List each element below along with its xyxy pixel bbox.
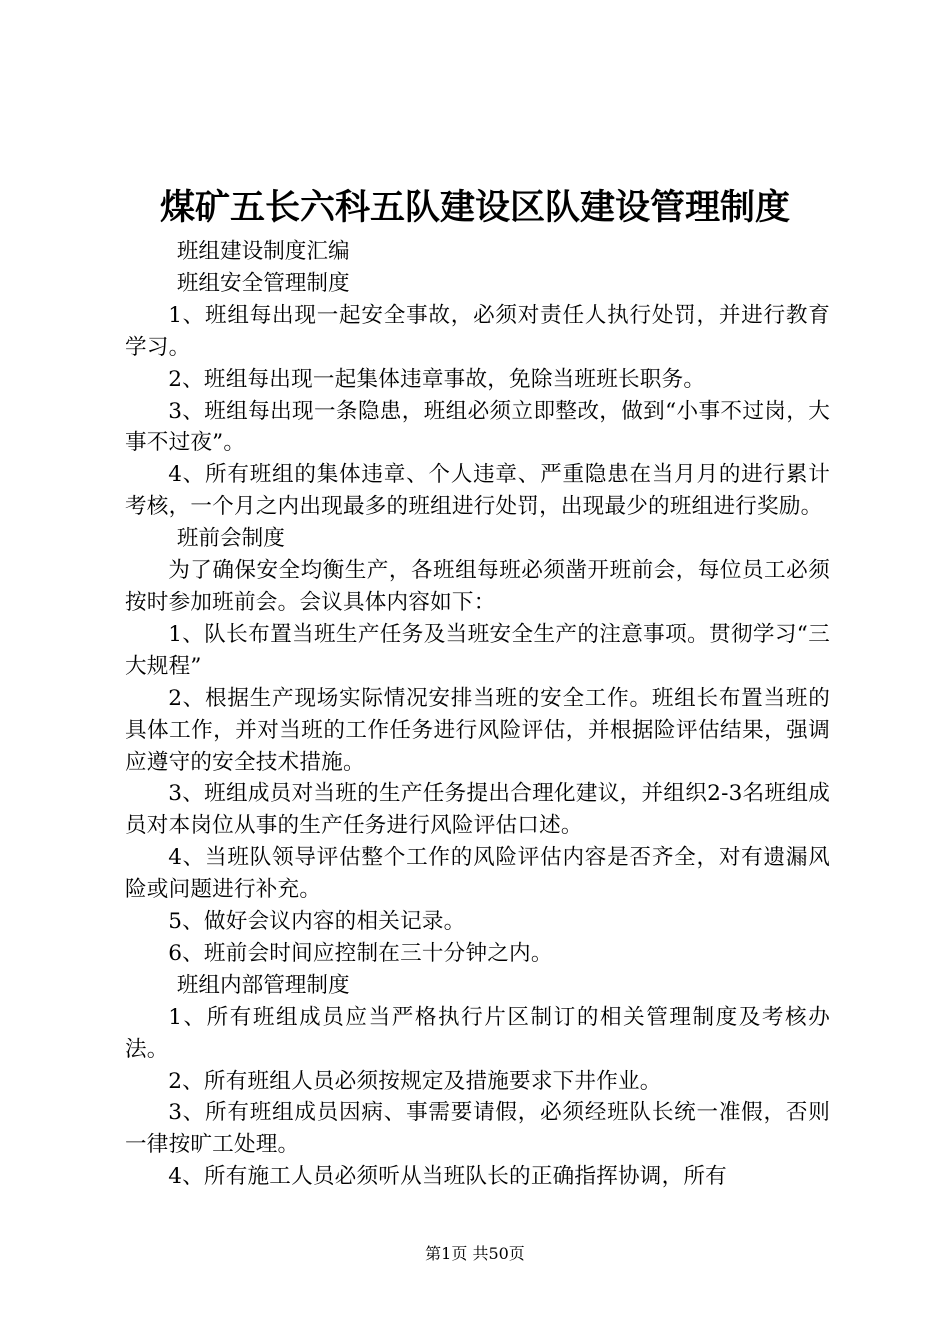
paragraph: 3、班组每出现一条隐患，班组必须立即整改，做到“小事不过岗，大事不过夜”。 (125, 398, 830, 456)
paragraph: 6、班前会时间应控制在三十分钟之内。 (168, 940, 553, 966)
paragraph: 2、所有班组人员必须按规定及措施要求下井作业。 (168, 1068, 662, 1094)
paragraph: 1、队长布置当班生产任务及当班安全生产的注意事项。贯彻学习“三大规程” (125, 621, 830, 679)
paragraph: 5、做好会议内容的相关记录。 (168, 909, 466, 935)
paragraph: 1、所有班组成员应当严格执行片区制订的相关管理制度及考核办法。 (125, 1004, 830, 1062)
paragraph: 2、根据生产现场实际情况安排当班的安全工作。班组长布置当班的具体工作，并对当班的工作任务进行风险评估，并根据险评估结果，强调应遵守的安全技术措施。 (125, 685, 830, 775)
page-footer: 第1页 共50页 (425, 1244, 525, 1263)
paragraph: 3、所有班组成员因病、事需要请假，必须经班队长统一准假，否则一律按旷工处理。 (125, 1100, 830, 1158)
paragraph: 2、班组每出现一起集体违章事故，免除当班班长职务。 (168, 366, 706, 392)
paragraph: 3、班组成员对当班的生产任务提出合理化建议，并组织2-3名班组成员对本岗位从事的生产任务进行风险评估口述。 (125, 781, 830, 839)
section-heading: 班组内部管理制度 (176, 972, 350, 998)
paragraph: 4、所有班组的集体违章、个人违章、严重隐患在当月月的进行累计考核，一个月之内出现最多的班组进行处罚，出现最少的班组进行奖励。 (125, 462, 830, 520)
paragraph: 4、当班队领导评估整个工作的风险评估内容是否齐全，对有遗漏风险或问题进行补充。 (125, 845, 830, 903)
paragraph: 4、所有施工人员必须听从当班队长的正确指挥协调，所有 (168, 1164, 727, 1190)
section-heading: 班组安全管理制度 (176, 270, 350, 296)
section-heading: 班前会制度 (176, 526, 285, 552)
document-title: 煤矿五长六科五队建设区队建设管理制度 (159, 187, 790, 228)
paragraph: 1、班组每出现一起安全事故，必须对责任人执行处罚，并进行教育学习。 (125, 302, 830, 360)
paragraph: 为了确保安全均衡生产，各班组每班必须凿开班前会，每位员工必须按时参加班前会。会议具体内容如下： (125, 558, 830, 615)
section-heading: 班组建设制度汇编 (176, 239, 350, 264)
document-body (125, 236, 830, 1193)
